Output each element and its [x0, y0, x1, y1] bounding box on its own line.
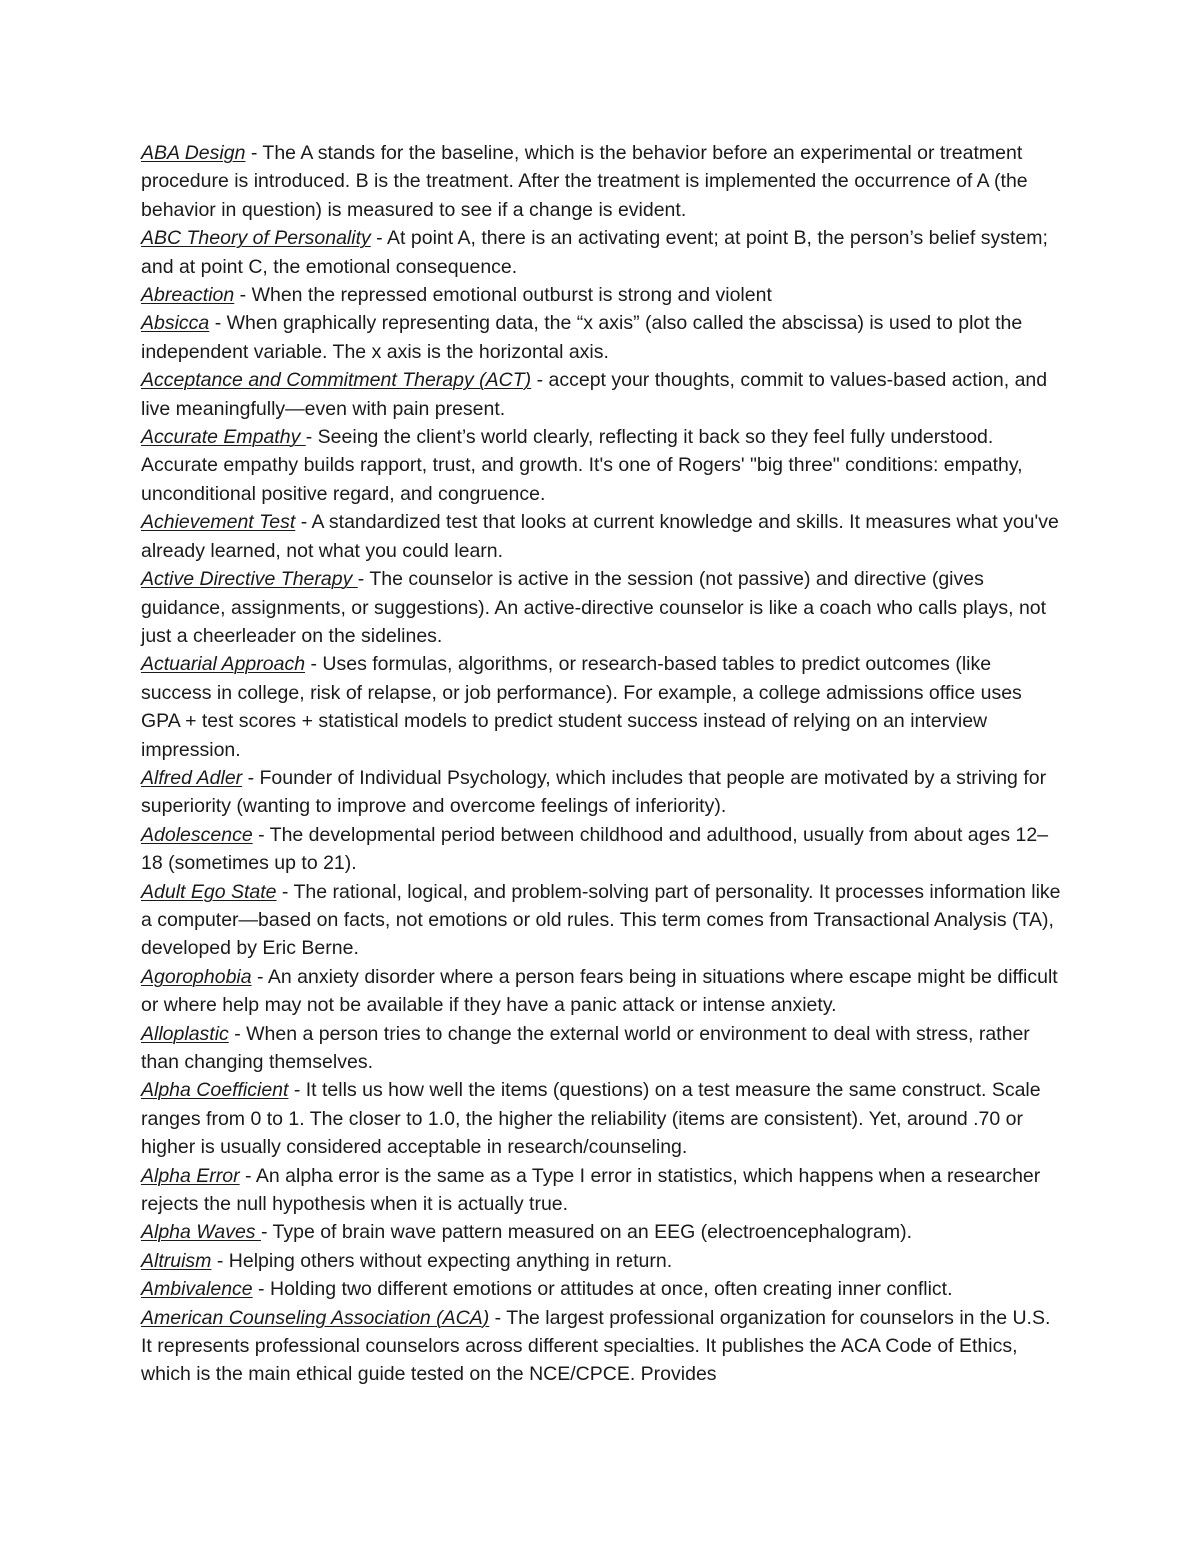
- glossary-definition: The developmental period between childhood and adulthood, usually from about ages 12–18 (sometimes up to 21).: [141, 823, 1049, 875]
- glossary-term: Alloplastic: [141, 1022, 229, 1045]
- glossary-term: Achievement Test: [141, 511, 296, 534]
- term-separator: -: [252, 1278, 270, 1301]
- glossary-definition: The counselor is active in the session (not passive) and directive (gives guidance, assignments, or suggestions). An active-directive counselor is like a coach who calls plays, not just a cheerleader on the sidelines.: [141, 568, 1047, 647]
- term-separator: -: [489, 1306, 507, 1329]
- glossary-definition: When the repressed emotional outburst is strong and violent: [251, 284, 772, 307]
- term-separator: -: [239, 1164, 256, 1187]
- term-separator: -: [305, 426, 318, 449]
- term-separator: -: [251, 965, 268, 988]
- glossary-term: Adult Ego State: [141, 880, 277, 903]
- term-separator: -: [357, 568, 370, 591]
- glossary-entry-active-directive-therapy: [141, 565, 1061, 650]
- glossary-entry-ambivalence: [141, 1275, 1061, 1303]
- glossary-definition: accept your thoughts, commit to values-based action, and live meaningfully—even with pain present.: [141, 369, 1048, 420]
- term-separator: -: [242, 766, 260, 789]
- term-separator: -: [295, 511, 312, 534]
- glossary-entry-actuarial-approach: [141, 650, 1061, 764]
- glossary-definition: When graphically representing data, the “x axis” (also called the abscissa) is used to plot the independent variable. The x axis is the horizontal axis.: [141, 312, 1023, 363]
- glossary-term: Accurate Empathy: [141, 426, 306, 449]
- glossary-term: Absicca: [141, 312, 210, 335]
- term-separator: -: [209, 312, 227, 335]
- term-separator: -: [234, 284, 252, 307]
- term-separator: -: [260, 1221, 273, 1244]
- glossary-definition: The largest professional organization for counselors in the U.S. It represents professional counselors across different specialties. It publishes the ACA Code of Ethics, which is the main ethical guide tested on the NCE/CPCE. Provides: [141, 1306, 1051, 1386]
- glossary-definition: Seeing the client’s world clearly, reflecting it back so they feel fully understood. Accurate empathy builds rapport, trust, and growth. It's one of Rogers' "big three" conditions: empathy, unconditional positive regard, and congruence.: [141, 426, 1023, 505]
- glossary-entry-abreaction: [141, 281, 1061, 309]
- glossary-definition: The rational, logical, and problem-solving part of personality. It processes information like a computer—based on facts, not emotions or old rules. This term comes from Transactional Analysis (TA), developed by Eric Berne.: [141, 880, 1061, 960]
- glossary-term: Alfred Adler: [141, 766, 243, 789]
- glossary-term: Alpha Error: [141, 1164, 240, 1187]
- glossary-definition: It tells us how well the items (questions) on a test measure the same construct. Scale ranges from 0 to 1. The closer to 1.0, the higher the reliability (items are consistent). Yet, around .70 or higher is usually considered acceptable in research/counseling.: [141, 1079, 1041, 1159]
- term-separator: -: [531, 369, 549, 392]
- term-separator: -: [211, 1249, 229, 1272]
- term-separator: -: [228, 1022, 247, 1045]
- glossary-term: Adolescence: [141, 823, 253, 846]
- glossary-definition: Holding two different emotions or attitudes at once, often creating inner conflict.: [269, 1278, 953, 1301]
- glossary-definition: A standardized test that looks at current knowledge and skills. It measures what you've already learned, not what you could learn.: [141, 511, 1059, 562]
- glossary-entry-agorophobia: [141, 963, 1061, 1020]
- glossary-entry-abc-theory: [141, 224, 1061, 281]
- glossary-definition: Founder of Individual Psychology, which includes that people are motivated by a striving for superiority (wanting to improve and overcome feelings of inferiority).: [141, 766, 1047, 818]
- glossary-entry-alpha-waves: [141, 1218, 1061, 1246]
- glossary-entry-aba-design: [141, 139, 1061, 224]
- glossary-entry-alpha-error: [141, 1162, 1061, 1219]
- glossary-entry-alloplastic: [141, 1020, 1061, 1077]
- glossary-term: Abreaction: [141, 284, 235, 307]
- term-separator: -: [370, 227, 388, 250]
- glossary-definition: An alpha error is the same as a Type I error in statistics, which happens when a researcher rejects the null hypothesis when it is actually true.: [141, 1164, 1041, 1216]
- glossary-term: ABC Theory of Personality: [141, 227, 371, 250]
- term-separator: -: [305, 653, 323, 676]
- glossary-definition: The A stands for the baseline, which is the behavior before an experimental or treatment procedure is introduced. B is the treatment. After the treatment is implemented the occurrence of A (the behavior in question) is measured to see if a change is evident.: [141, 142, 1028, 221]
- glossary-definition: Type of brain wave pattern measured on an EEG (electroencephalogram).: [272, 1221, 913, 1244]
- glossary-term: Acceptance and Commitment Therapy (ACT): [141, 369, 532, 392]
- glossary-term: Altruism: [141, 1249, 212, 1272]
- glossary-definition: When a person tries to change the external world or environment to deal with stress, rather than changing themselves.: [141, 1022, 1030, 1073]
- glossary-entry-adolescence: [141, 821, 1061, 878]
- glossary-definition: Helping others without expecting anything in return.: [228, 1249, 673, 1272]
- glossary-term: Active Directive Therapy: [141, 568, 358, 591]
- term-separator: -: [245, 142, 263, 164]
- term-separator: -: [276, 880, 294, 903]
- glossary-entry-adult-ego-state: [141, 878, 1061, 963]
- term-separator: -: [288, 1079, 306, 1102]
- glossary-term: ABA Design: [141, 142, 246, 164]
- glossary-term: Alpha Waves: [141, 1221, 261, 1244]
- glossary-definition: An anxiety disorder where a person fears being in situations where escape might be difficult or where help may not be available if they have a panic attack or intense anxiety.: [141, 965, 1058, 1017]
- glossary-definition: At point A, there is an activating event; at point B, the person’s belief system; and at point C, the emotional consequence.: [141, 227, 1048, 278]
- glossary-entry-alfred-adler: [141, 764, 1061, 821]
- glossary-term: American Counseling Association (ACA): [141, 1306, 490, 1329]
- glossary-entry-achievement-test: [141, 508, 1061, 565]
- glossary-term: Ambivalence: [141, 1278, 253, 1301]
- glossary-page: [141, 139, 1061, 1389]
- glossary-definition: Uses formulas, algorithms, or research-based tables to predict outcomes (like success in college, risk of relapse, or job performance). For example, a college admissions office uses GPA + test scores + statistical models to predict student success instead of relying on an interview impression.: [141, 653, 1022, 761]
- glossary-term: Agorophobia: [141, 965, 252, 988]
- glossary-entry-absicca: [141, 309, 1061, 366]
- glossary-entry-accurate-empathy: [141, 423, 1061, 508]
- glossary-entry-act: [141, 366, 1061, 423]
- glossary-term: Actuarial Approach: [141, 653, 306, 676]
- glossary-term: Alpha Coefficient: [141, 1079, 289, 1102]
- glossary-entry-aca: [141, 1304, 1061, 1389]
- glossary-entry-altruism: [141, 1247, 1061, 1275]
- term-separator: -: [252, 823, 270, 846]
- glossary-entry-alpha-coefficient: [141, 1076, 1061, 1161]
